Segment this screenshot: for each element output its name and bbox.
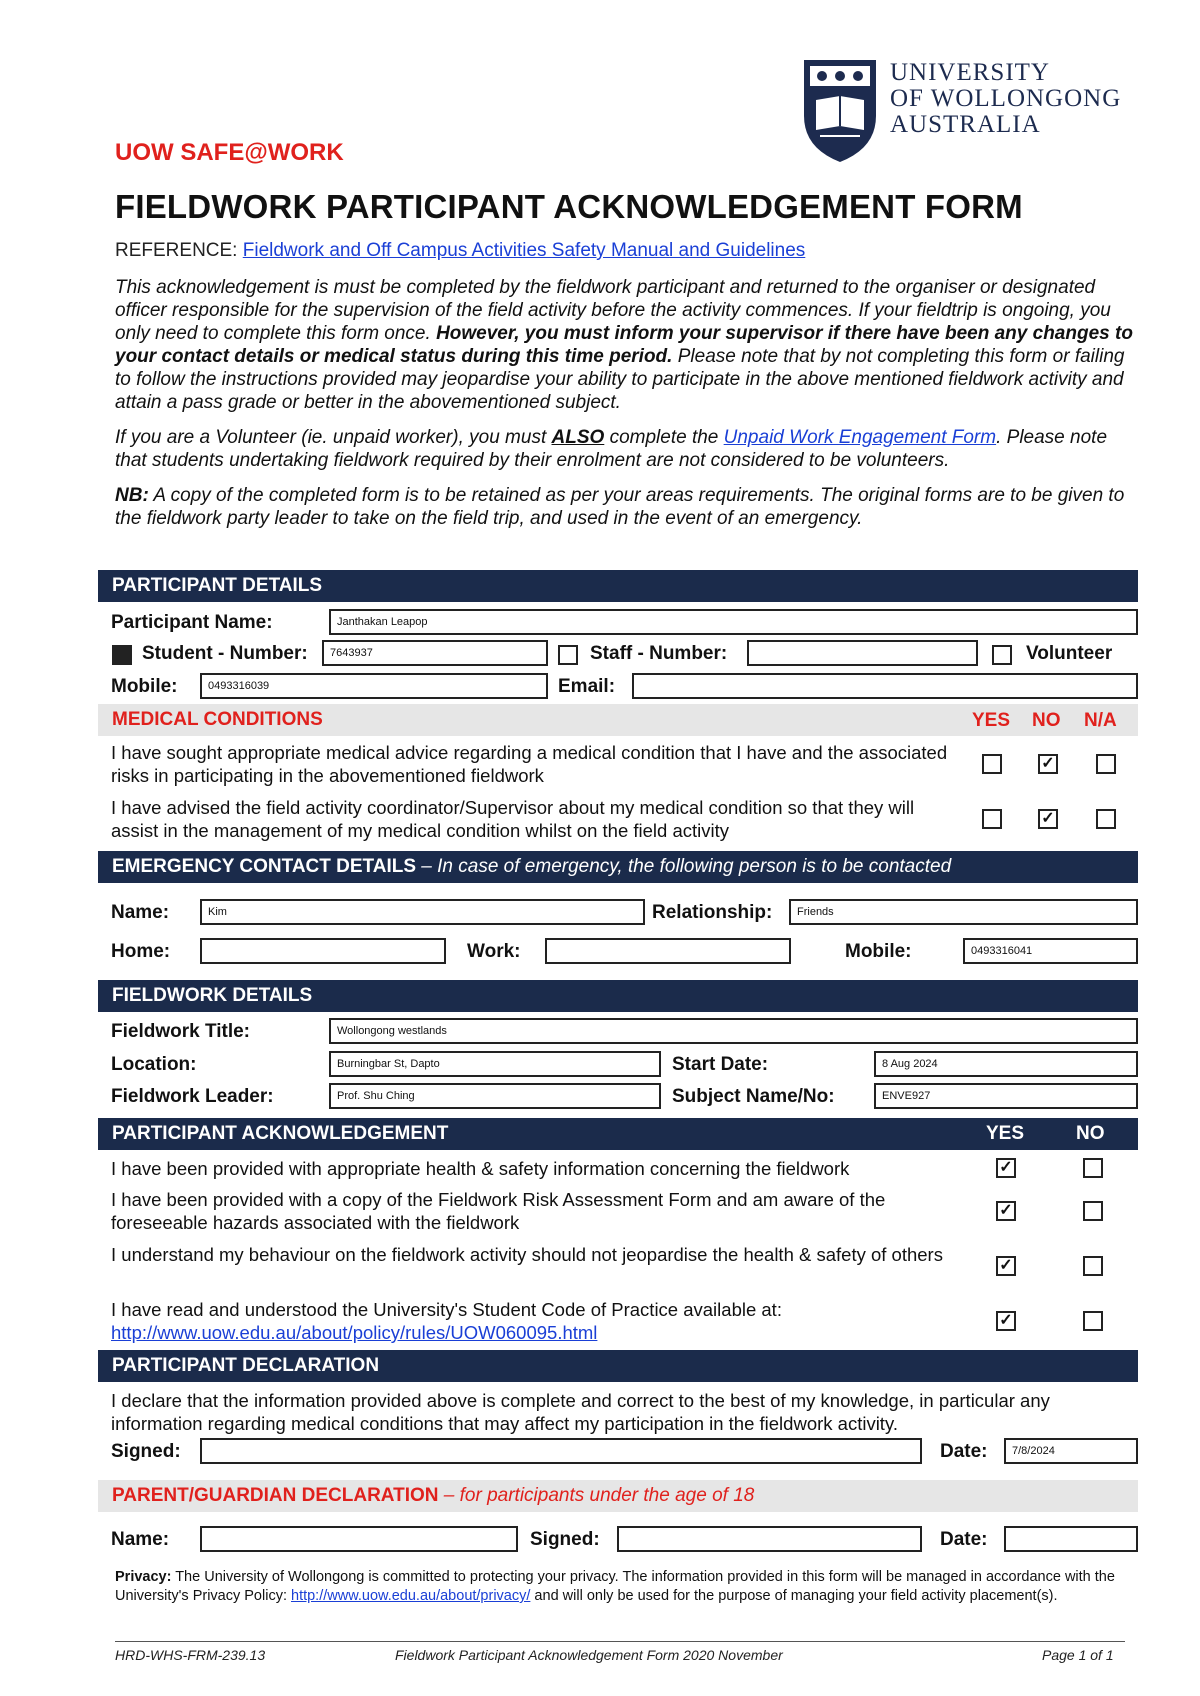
ack-question-2: I have been provided with a copy of the Fieldwork Risk Assessment Form and am aware of the foreseeable hazards associated with the fieldwork [111, 1189, 886, 1233]
subject-label: Subject Name/No: [672, 1086, 835, 1107]
medical-q2-yes-checkbox[interactable] [982, 809, 1002, 829]
ack-col-yes: YES [986, 1123, 1025, 1144]
declaration-date-field[interactable]: 7/8/2024 [1004, 1438, 1138, 1464]
university-name-line2: OF WOLLONGONG [890, 85, 1122, 112]
reference-label: REFERENCE: [115, 240, 243, 261]
signed-label: Signed: [111, 1441, 181, 1462]
work-label: Work: [467, 941, 521, 962]
medical-q2-no-checkbox[interactable]: ✓ [1038, 809, 1058, 829]
emergency-mobile-label: Mobile: [845, 941, 912, 962]
ack-q4-yes-checkbox[interactable]: ✓ [996, 1311, 1016, 1331]
participant-name-field[interactable]: Janthakan Leapop [329, 609, 1138, 635]
university-name-line1: UNIVERSITY [890, 59, 1050, 86]
emergency-contact-header [98, 851, 1138, 883]
intro-p1-bold: However, you must inform your supervisor if there have been any changes to your contact details or medical status during this time period. [115, 323, 1133, 367]
intro-p2-text: If you are a Volunteer (ie. unpaid worker), you must [115, 427, 552, 448]
emergency-mobile-field[interactable]: 0493316041 [963, 938, 1138, 964]
location-field[interactable]: Burningbar St, Dapto [329, 1051, 661, 1077]
emergency-name-field[interactable]: Kim [200, 899, 645, 925]
guardian-signed-label: Signed: [530, 1529, 600, 1550]
privacy-text-2: and will only be used for the purpose of managing your field activity placement(s). [530, 1588, 1058, 1604]
ack-q3-yes-checkbox[interactable]: ✓ [996, 1256, 1016, 1276]
ack-question-1: I have been provided with appropriate health & safety information concerning the fieldwork [111, 1158, 850, 1179]
home-phone-field[interactable] [200, 938, 446, 964]
work-phone-field[interactable] [545, 938, 791, 964]
medical-q1-no-checkbox[interactable]: ✓ [1038, 754, 1058, 774]
intro-paragraph-1 [115, 276, 1135, 414]
ack-q1-no-checkbox[interactable] [1083, 1158, 1103, 1178]
email-field[interactable] [632, 673, 1138, 699]
fieldwork-details-header: FIELDWORK DETAILS [98, 980, 1138, 1012]
ack-question-3: I understand my behaviour on the fieldwork activity should not jeopardise the health & safety of others [111, 1244, 943, 1265]
ack-q1-yes-checkbox[interactable]: ✓ [996, 1158, 1016, 1178]
guardian-declaration-header [98, 1480, 1138, 1512]
guardian-signature-field[interactable] [617, 1526, 922, 1552]
reference-link[interactable]: Fieldwork and Off Campus Activities Safety Manual and Guidelines [242, 240, 806, 261]
start-date-field[interactable]: 8 Aug 2024 [874, 1051, 1138, 1077]
student-number-label: Student - Number: [142, 643, 308, 664]
brand-label: UOW SAFE@WORK [115, 139, 344, 166]
home-label: Home: [111, 941, 171, 962]
privacy-text: The University of Wollongong is committed to protecting your privacy. The information provided in this form will be managed in accordance with the University's Privacy Policy: [115, 1569, 1115, 1604]
fieldwork-title-label: Fieldwork Title: [111, 1021, 251, 1042]
intro-p2-text-2: complete the [604, 427, 724, 448]
subject-field[interactable]: ENVE927 [874, 1083, 1138, 1109]
ack-q2-no-checkbox[interactable] [1083, 1201, 1103, 1221]
university-crest-icon [800, 56, 880, 164]
student-checkbox[interactable] [112, 645, 132, 665]
volunteer-checkbox[interactable] [992, 645, 1012, 665]
staff-checkbox[interactable] [558, 645, 578, 665]
mobile-field[interactable]: 0493316039 [200, 673, 548, 699]
footer-form-name: Fieldwork Participant Acknowledgement Form 2020 November [395, 1647, 783, 1663]
ack-q2-yes-checkbox[interactable]: ✓ [996, 1201, 1016, 1221]
guardian-date-field[interactable] [1004, 1526, 1138, 1552]
intro-p1-text-2: Please note that by not completing this form or failing to follow the instructions provided may jeopardise your ability to participate in the above mentioned fieldwork activity and attain a pass grade or better in the abovementioned subject. [115, 346, 1125, 413]
form-title: FIELDWORK PARTICIPANT ACKNOWLEDGEMENT FORM [115, 188, 1023, 225]
start-date-label: Start Date: [672, 1054, 769, 1075]
ack-q4-no-checkbox[interactable] [1083, 1311, 1103, 1331]
staff-number-label: Staff - Number: [590, 643, 728, 664]
email-label: Email: [558, 676, 616, 697]
intro-paragraph-2 [115, 426, 1135, 472]
participant-acknowledgement-header: PARTICIPANT ACKNOWLEDGEMENT [98, 1118, 1138, 1150]
guardian-header-title: PARENT/GUARDIAN DECLARATION [112, 1485, 439, 1506]
relationship-field[interactable]: Friends [789, 899, 1138, 925]
guardian-name-field[interactable] [200, 1526, 518, 1552]
relationship-label: Relationship: [652, 902, 773, 923]
intro-nb-text: A copy of the completed form is to be retained as per your areas requirements. The original forms are to be given to the fieldwork party leader to take on the field trip, and used in the event of an emergency. [115, 485, 1125, 529]
declaration-date-label: Date: [940, 1441, 988, 1462]
intro-p1-text: This acknowledgement is must be completed by the fieldwork participant and returned to the organiser or designated officer responsible for the supervision of the field activity before the activity commences. If your fieldtrip is ongoing, you only need to complete this form once. [115, 277, 1111, 344]
medical-col-yes: YES [972, 710, 1011, 731]
guardian-date-label: Date: [940, 1529, 988, 1550]
medical-conditions-header: MEDICAL CONDITIONS [98, 704, 1138, 736]
unpaid-work-form-link[interactable]: Unpaid Work Engagement Form [723, 427, 997, 448]
medical-question-1: I have sought appropriate medical advice regarding a medical condition that I have and the associated risks in participating in the abovementioned fieldwork [111, 742, 948, 786]
participant-declaration-header: PARTICIPANT DECLARATION [98, 1350, 1138, 1382]
privacy-label: Privacy: [115, 1569, 172, 1585]
footer-divider [115, 1641, 1125, 1642]
emergency-header-subtitle: – In case of emergency, the following person is to be contacted [416, 856, 952, 877]
ack-q3-no-checkbox[interactable] [1083, 1256, 1103, 1276]
mobile-label: Mobile: [111, 676, 178, 697]
medical-col-no: NO [1032, 710, 1061, 731]
footer-page-number: Page 1 of 1 [1042, 1647, 1114, 1663]
participant-details-header: PARTICIPANT DETAILS [98, 570, 1138, 602]
fieldwork-title-field[interactable]: Wollongong westlands [329, 1018, 1138, 1044]
fieldwork-leader-label: Fieldwork Leader: [111, 1086, 274, 1107]
medical-question-2: I have advised the field activity coordinator/Supervisor about my medical condition so that they will assist in the management of my medical condition whilst on the field activity [111, 797, 915, 841]
intro-p2-text-3: . Please note that students undertaking fieldwork required by their enrolment are not considered to be volunteers. [115, 427, 1108, 471]
guardian-name-label: Name: [111, 1529, 170, 1550]
emergency-header-title: EMERGENCY CONTACT DETAILS [112, 856, 417, 877]
fieldwork-leader-field[interactable]: Prof. Shu Ching [329, 1083, 661, 1109]
footer-form-code: HRD-WHS-FRM-239.13 [115, 1647, 266, 1663]
reference-line [115, 240, 805, 262]
medical-q1-yes-checkbox[interactable] [982, 754, 1002, 774]
university-name [890, 60, 1121, 138]
location-label: Location: [111, 1054, 197, 1075]
medical-q2-na-checkbox[interactable] [1096, 809, 1116, 829]
university-name-line3: AUSTRALIA [890, 111, 1041, 138]
privacy-notice [115, 1568, 1125, 1606]
code-of-practice-link[interactable]: http://www.uow.edu.au/about/policy/rules/UOW060095.html [111, 1322, 598, 1343]
ack-col-no: NO [1076, 1123, 1105, 1144]
privacy-policy-link[interactable]: http://www.uow.edu.au/about/privacy/ [291, 1588, 531, 1604]
ack-q4-text: I have read and understood the University's Student Code of Practice available at: [111, 1299, 782, 1320]
intro-text [115, 276, 1135, 542]
volunteer-label: Volunteer [1026, 643, 1113, 664]
guardian-header-subtitle: – for participants under the age of 18 [438, 1485, 755, 1506]
ack-question-4 [111, 1298, 961, 1344]
intro-p2-also: ALSO [551, 427, 605, 448]
medical-q1-na-checkbox[interactable] [1096, 754, 1116, 774]
student-number-field[interactable]: 7643937 [322, 640, 548, 666]
signature-field[interactable] [200, 1438, 922, 1464]
staff-number-field[interactable] [747, 640, 978, 666]
participant-name-label: Participant Name: [111, 612, 273, 633]
intro-nb-label: NB: [115, 485, 149, 506]
intro-paragraph-3 [115, 484, 1135, 530]
medical-col-na: N/A [1084, 710, 1117, 731]
declaration-text: I declare that the information provided above is complete and correct to the best of my knowledge, in particular any information regarding medical conditions that may affect my participation in the fieldwork activity. [111, 1390, 1050, 1434]
emergency-name-label: Name: [111, 902, 170, 923]
